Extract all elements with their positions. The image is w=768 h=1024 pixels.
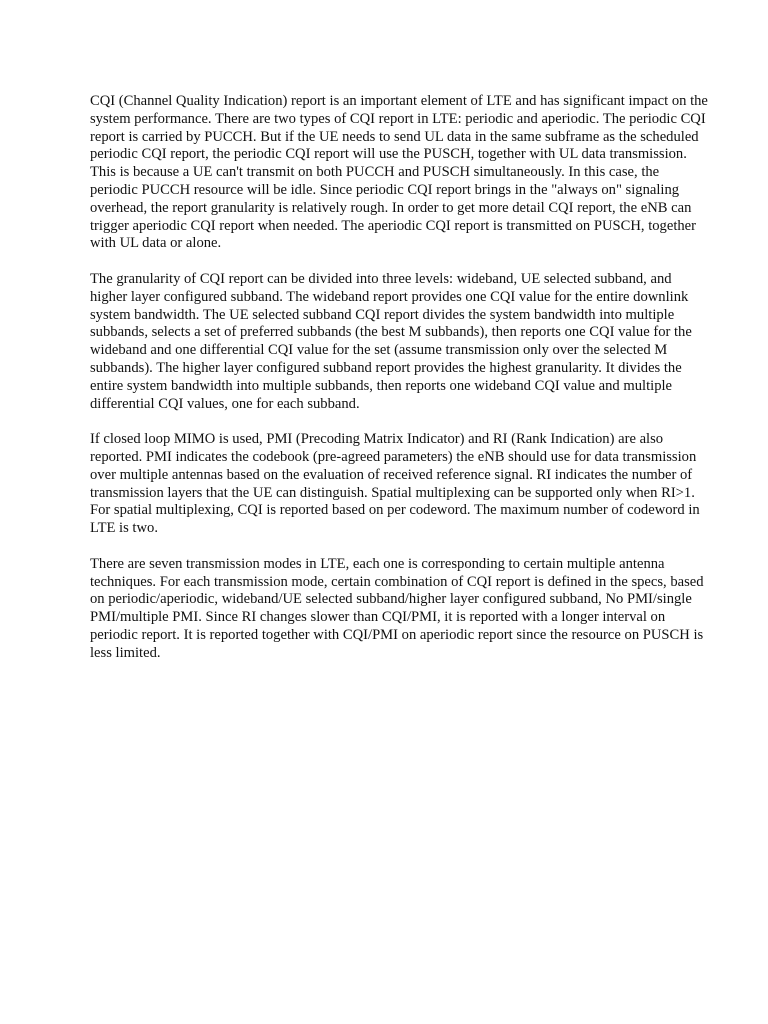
- paragraph-mimo-pmi-ri: If closed loop MIMO is used, PMI (Precoding Matrix Indicator) and RI (Rank Indication) are also reported. PMI indicates the codebook (pre-agreed parameters) the eNB should use for data transmission over multiple antennas based on the evaluation of received reference signal. RI indicates the number of transmission layers that the UE can distinguish. Spatial multiplexing can be supported only when RI>1. For spatial multiplexing, CQI is reported based on per codeword. The maximum number of codeword in LTE is two.: [90, 431, 700, 537]
- paragraph-transmission-modes: There are seven transmission modes in LTE, each one is corresponding to certain multiple antenna techniques. For each transmission mode, certain combination of CQI report is defined in the specs, based on periodic/aperiodic, wideband/UE selected subband/higher layer configured subband, No PMI/single PMI/multiple PMI. Since RI changes slower than CQI/PMI, it is reported with a longer interval on periodic report. It is reported together with CQI/PMI on aperiodic report since the resource on PUSCH is less limited.: [90, 555, 704, 661]
- paragraph-cqi-overview: CQI (Channel Quality Indication) report is an important element of LTE and has significant impact on the system performance. There are two types of CQI report in LTE: periodic and aperiodic. The periodic CQI report is carried by PUCCH. But if the UE needs to send UL data in the same subframe as the scheduled periodic CQI report, the periodic CQI report will use the PUSCH, together with UL data transmission. This is because a UE can't transmit on both PUCCH and PUSCH simultaneously. In this case, the periodic PUCCH resource will be idle. Since periodic CQI report brings in the "always on" signaling overhead, the report granularity is relatively rough. In order to get more detail CQI report, the eNB can trigger aperiodic CQI report when needed. The aperiodic CQI report is transmitted on PUSCH, together with UL data or alone.: [90, 93, 708, 252]
- document-page: [90, 93, 710, 680]
- paragraph-cqi-granularity: The granularity of CQI report can be divided into three levels: wideband, UE selected subband, and higher layer configured subband. The wideband report provides one CQI value for the entire downlink system bandwidth. The UE selected subband CQI report divides the system bandwidth into multiple subbands, selects a set of preferred subbands (the best M subbands), then reports one CQI value for the wideband and one differential CQI value for the set (assume transmission only over the selected M subbands). The higher layer configured subband report provides the highest granularity. It divides the entire system bandwidth into multiple subbands, then reports one wideband CQI value and multiple differential CQI values, one for each subband.: [90, 270, 692, 412]
